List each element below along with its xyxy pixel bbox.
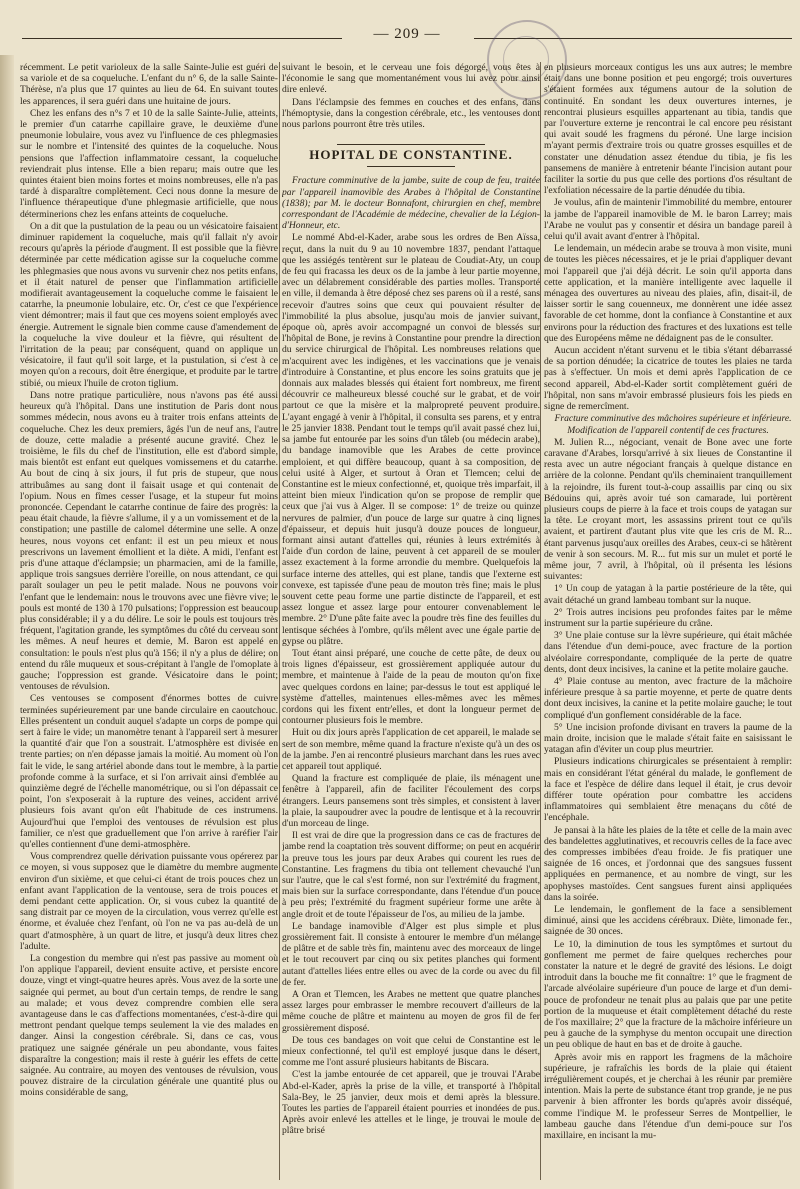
column-1-paragraph: Dans notre pratique particulière, nous n'avons pas été aussi heureux qu'à l'hôpital. Dans une institution de Paris dont nous sommes médecin, nous avons eu à traiter trois enfans atteints de coqueluche. Chez les deux premiers, âgés l'un de neuf ans, l'autre de douze, cette maladie a présenté aucune gravité. Chez le troisième, le fils du chef de l'institution, elle est d'abord simple, mais bientôt est enfant eut quelques vomissemens et du catarrhe. Au bout de cinq à six jours, il fut pris de stupeur, que nous attribuâmes au sang dont il faisait usage et qui contenait de l'opium. Nous en fîmes cesser l'usage, et la stupeur fut moins prononcée. Cependant le catarrhe continue de faire des progrès: la peau était chaude, la fièvre s'allume, il y a un vomissement et de la constipation; une pastille de calomel détermine une selle. A onze heures, nous voyons cet enfant: il est un peu mieux et nous prescrivons un lavement émollient et la diète. A midi, l'enfant est pris d'une attaque d'éclampsie; un pharmacien, ami de la famille, applique trois sangsues derrière l'oreille, on nous attendant, ce qui paraît soulager un peu le petit malade. Nous ne pouvons voir l'enfant que le lendemain: nous le trouvons avec une fièvre vive; le pouls est monté de 130 à 170 pulsations; l'oppression est beaucoup plus considérable; il y a du délire. Le soir le pouls est toujours très fréquent, l'agitation grande, les symptômes du côté du cerveau sont les mêmes. A neuf heures et demie, M. Baron est appelé en consultation: le pouls n'est plus qu'à 156; il n'y a plus de délire; on entend du râle muqueux et sous-crépitant à l'angle de l'omoplate à gauche; l'oppression est grande. Vésicatoire dans le point; ventouses de révulsion. (20, 389, 278, 693)
binding-edge (0, 55, 14, 1189)
column-1-paragraph: On a dit que la pustulation de la peau ou un vésicatoire faisaient diminuer rapidement la coqueluche, mais qu'il fallait n'y avoir recours qu'après la période d'augment. Il est possible que la fièvre déterminée par cette médication agisse sur la coqueluche comme les phlegmasies que nous avons vu survenir chez nos petits enfans, et il était naturel de penser que l'inflammation artificielle modifierait avantageusement la coqueluche comme le faisaient le catarrhe, la pneumonie lobulaire, etc. Or, c'est ce que l'expérience vient démontrer; mais il faut que ces moyens soient employés avec énergie. Autrement le signale bien comme cause d'amendement de la coqueluche la vive douleur et la fièvre, qui résultent de l'irritation de la peau; par conséquent, quand on applique un vésicatoire, il faut qu'il soit large, et la pustulation, si c'est à ce moyen qu'on a recours, doit être énergique, et produite par le tartre stibié, ou mieux l'huile de croton tiglium. (20, 220, 278, 389)
header-rule-left (22, 38, 342, 39)
section-rule-bottom (367, 166, 455, 167)
section-title: HOPITAL DE CONSTANTINE. (309, 147, 513, 163)
column-2-paragraph: De tous ces bandages on voit que celui de Constantine est le mieux confectionné, tel qu'il est employé jusque dans le désert, comme me l'ont assuré plusieurs habitants de Biscara. (282, 1034, 540, 1069)
column-2-paragraph: Quand la fracture est compliquée de plaie, ils ménagent une fenêtre à l'appareil, afin de faciliter l'écoulement des corps étrangers. Leurs pansemens sont très simples, et consistent à laver la plaie, la saupoudrer avec la poudre de lentisque et à la recouvrir d'un morceau de linge. (282, 773, 540, 829)
column-1-paragraph: récemment. Le petit varioleux de la salle Sainte-Julie est guéri de sa variole et de sa coqueluche. L'enfant du n° 6, de la salle Sainte-Thérèse, n'a plus que 17 quintes au lieu de 64. En suivant toutes les apparences, il sera guéri dans une huitaine de jours. (20, 62, 278, 107)
case-subtitle: Fracture comminutive des mâchoires supérieure et inférieure. Modification de l'appareil contentif de ces fractures. (554, 413, 792, 436)
column-2-paragraph: Huit ou dix jours après l'application de cet appareil, le malade se sert de son membre, même quand la fracture n'existe qu'à un des os de la jambe. J'en ai rencontré plusieurs marchant dans les rues avec cet appareil tout appliqué. (282, 727, 540, 772)
column-3-paragraph: 2° Trois autres incisions peu profondes faites par le même instrument sur la partie supérieure du crâne. (544, 606, 792, 629)
column-3-paragraph: Le 10, la diminution de tous les symptômes et surtout du gonflement me permet de faire quelques recherches pour constater la nature et le degré de gravité des lésions. Le doigt introduit dans la bouche me fit connaître: 1° que le fragment de l'arcade alvéolaire supérieure d'un pouce de large et d'un demi-pouce de profondeur ne tenait plus au palais que par une petite portion de la muqueuse et était complètement détaché du reste de l'os maxillaire; 2° que la fracture de la mâchoire inférieure un peu à gauche de la symphyse du menton occupait une direction un peu oblique de haut en bas et de droite à gauche. (544, 938, 792, 1051)
column-2-paragraph: Tout étant ainsi préparé, une couche de cette pâte, de deux ou trois lignes d'épaisseur, est grossièrement appliquée autour du membre, et maintenue à l'aide de la peau de mouton qu'on fixe avec quelques cordons en laine; par-dessus le tout est appliqué le système d'attelles, maintenues elles-mêmes avec les mêmes cordons qui les fixent entr'elles, et dont la longueur permet de contourner plusieurs fois le membre. (282, 647, 540, 727)
page-header (22, 20, 792, 50)
column-3-paragraph: Plusieurs indications chirurgicales se présentaient à remplir: mais en considérant l'état général du malade, le gonflement de la face et l'espèce de délire dans lequel il était, je crus devoir différer toute opération pour combattre les accidens inflammatoires qui semblaient être menaçans du côté de l'encéphale. (544, 756, 792, 824)
column-2-intro-paragraph: suivant le besoin, et le cerveau une fois dégorgé, vous êtes à l'économie le sang que momentanément vous lui avez pour ainsi dire enlevé. (282, 62, 540, 96)
column-3-paragraph: Le lendemain, un médecin arabe se trouva à mon visite, muni de toutes les pièces nécessaires, et je le priai d'appliquer devant moi l'appareil que j'ai déjà décrit. Le soin qu'il apporta dans cette application, et la manière intelligente avec laquelle il ménagea des ouvertures au niveau des plaies, afin, disait-il, de laisser sortir le sang couenneux, me donnèrent une idée assez favorable de cet homme, dont la confiance à Constantine et aux environs pour la réduction des fractures et des luxations est telle que des Européens même ne dédaignent pas de le consulter. (544, 243, 792, 344)
column-2 (282, 62, 540, 1180)
column-2-paragraph: C'est la jambe entourée de cet appareil, que je trouvai l'Arabe Abd-el-Kader, après la prise de la ville, et transporté à l'hôpital Sala-Bey, le 25 janvier, deux mois et demi après la blessure. Toutes les parties de l'appareil étaient pourries et inondées de pus. Après avoir enlevé les attelles et le linge, je trouvai le moule de plâtre brisé (282, 1069, 540, 1137)
column-1-paragraph: La congestion du membre qui n'est pas passive au moment où l'on applique l'appareil, devient ensuite active, et persiste encore douze, vingt et vingt-quatre heures après. Vous avez de la sorte une saignée qui permet, au bout d'un certain temps, de rendre le sang au malade; et vous devez comprendre combien elle sera avantageuse dans le cas d'affections momentanées, c'est-à-dire qui mettront pendant quelque temps seulement la vie des malades en danger. Ainsi la congestion cérébrale. Si, dans ce cas, vous pratiquez une saignée générale un peu abondante, vous faites disparaître la congestion; mais il reste à guérir les effets de cette saignée. Au contraire, au moyen des ventouses de révulsion, vous pouvez distraire de la circulation générale une quantité plus ou moins considérable de sang, (20, 953, 278, 1099)
column-2-paragraph: Le bandage inamovible d'Alger est plus simple et plus grossièrement fait. Il consiste à entourer le membre d'un mélange de plâtre et de sable très fin, maintenu avec des morceaux de linge et le tout recouvert par cinq ou six petites planches qui forment autant d'attelles liées entre elles ou avec de la corde ou avec du fil de fer. (282, 920, 540, 988)
column-3-paragraph: Je pansai à la hâte les plaies de la tête et celle de la main avec des bandelettes agglutinatives, et recouvris celles de la face avec des compresses imbibées d'eau froide. Je fis pratiquer une saignée de 16 onces, et j'ordonnai que des sangsues fussent appliquées en permanence, et au nombre de vingt, sur les apophyses mastoïdes. Cent sangsues furent ainsi appliquées dans la soirée. (544, 824, 792, 903)
column-1-paragraph: Ces ventouses se composent d'énormes bottes de cuivre terminées supérieurement par une bande circulaire en caoutchouc. Elles présentent un conduit auquel s'adapte un corps de pompe qui sert à faire le vide; un manomètre tenant à l'appareil sert à mesurer la quantité d'air que l'on a soustrait. L'atmosphère est divisée en trente parties; on n'en dépasse jamais la moitié. Au moment où l'on fait le vide, le sang artériel abonde dans tout le membre, à la partie profonde comme à la surface, et si l'on arrivait ainsi d'emblée au quinzième degré de l'échelle manométrique, ou si l'on dépassait ce point, l'on s'exposerait à la rupture des veines, accident arrivé plusieurs fois avant qu'on eût l'habitude de ces instrumens. Aujourd'hui que l'emploi des ventouses de révulsion est plus familier, ce n'est que graduellement que l'on arrive à raréfier l'air qu'elles contiennent d'une demi-atmosphère. (20, 693, 278, 851)
column-3-paragraph: Aucun accident n'étant survenu et le tibia s'étant débarrassé de sa portion dénudée; la cicatrice de toutes les plaies ne tarda pas à s'effectuer. Un mois et demi après l'application de ce second appareil, Abd-el-Kader sortit complètement guéri de l'hôpital, non sans m'avoir embrassé plusieurs fois les pieds en signe de remercîment. (544, 345, 792, 413)
column-3-paragraph: 5° Une incision profonde divisant en travers la paume de la main droite, incision que le malade s'était faite en saisissant le yatagan afin d'éviter un coup plus meurtrier. (544, 721, 792, 756)
column-divider-1 (279, 62, 280, 1180)
column-2-paragraph: Le nommé Abd-el-Kader, arabe sous les ordres de Ben Aïssa, reçut, dans la nuit du 9 au 10 novembre 1837, pendant l'attaque que les assiégés tentèrent sur le plateau de Coudiat-Aty, un coup de feu qui fracassa les deux os de la jambe à leur partie moyenne, avec un délabrement considérable des parties molles. Transporté en ville, il demanda à être déposé chez ses parens où il a resté, sans recevoir d'autres soins que ceux qui pouvaient résulter de l'immobilité la plus absolue, jusqu'au mois de janvier suivant, époque où, après avoir accompagné un convoi de blessés sur l'hôpital de Bone, je revins à Constantine pour prendre la direction du service chirurgical de l'hôpital. Les nombreuses relations que m'acquirent avec les indigènes, et les vaccinations que je venais d'introduire à Constantine, et plus encore les soins gratuits que je donnais aux malades blessés qui étaient fort nombreux, me firent découvrir ce malheureux blessé couché sur le grabat, et de voir partout ce que la misère et la malpropreté peuvent produire. L'ayant engagé à venir à l'hôpital, il consulta ses parens, et y entra le 25 janvier 1838. Pendant tout le temps qu'il avait passé chez lui, sa jambe fut entourée par les soins d'un tâleb (ou médecin arabe), du bandage inamovible que les Arabes de cette province emploient, et qui diffère beaucoup, quant à sa composition, de celui usité à Alger, et surtout à Oran et Tlemcen; celui de Constantine est le mieux confectionné, et, quoique très imparfait, il atteint bien mieux l'indication qu'on se propose de remplir que ceux que j'ai vus à Alger. Il se compose: 1° de treize ou quinze nervures de palmier, d'un pouce de large sur quatre à cinq lignes d'épaisseur, et depuis huit jusqu'à douze pouces de longueur, formant ainsi autant d'attelles qui, réunies à leurs extrémités à l'aide d'un cordon de laine, peuvent à cet appareil de se mouler assez exactement à la forme arrondie du membre. Quelquefois la surface interne des attelles, qui est plane, tandis que l'externe est convexe, est tapissée d'une peau de mouton très fine; mais le plus souvent cette peau forme une partie distincte de l'appareil, et est assez longue et assez large pour entourer convenablement le membre. 2° D'une pâte faite avec la poudre très fine des feuilles du lentisque séchées à l'ombre, qu'ils mêlent avec une égale partie de gypse ou plâtre. (282, 232, 540, 647)
case-title: Fracture comminutive de la jambe, suite de coup de feu, traitée par l'appareil inamovible des Arabes à l'hôpital de Constantine (1838); par M. le docteur Bonnafont, chirurgien en chef, membre correspondant de l'Académie de médecine, chevalier de la Légion-d'Honneur, etc. (282, 175, 540, 232)
column-3 (544, 62, 792, 1180)
column-3-paragraph: Le lendemain, le gonflement de la face a sensiblement diminué, ainsi que les accidens cérébraux. Diète, limonade fer., saignée de 30 onces. (544, 904, 792, 938)
section-rule-top (337, 144, 485, 145)
page-number: — 209 — (373, 26, 441, 42)
column-3-paragraph: en plusieurs morceaux contigus les uns aux autres; le membre était dans une bonne position et peu engorgé; trois ouvertures s'étaient formées aux tégumens autour de la solution de continuité. En sondant les deux ouvertures internes, je rencontrai plusieurs esquilles appartenant au tibia, tandis que par l'ouverture externe je rencontrai le cal encore peu résistant qui avait soudé les fragmens du péroné. Une large incision m'ayant permis d'extraire trois ou quatre grosses esquilles et de constater une dénudation assez étendue du tibia, je fis les pansemens de manière à entretenir béante l'incision autant pour faciliter la sortie du pus que celle des portions d'os résultant de l'exfoliation nécessaire de la partie dénudée du tibia. (544, 62, 792, 197)
column-3-paragraph: 4° Plaie contuse au menton, avec fracture de la mâchoire inférieure presque à sa partie moyenne, et perte de quatre dents dont deux incisives, la canine et la petite molaire gauche; le tout compliqué d'un gonflement considérable de la face. (544, 675, 792, 721)
column-3-paragraph: 1° Un coup de yatagan à la partie postérieure de la tête, qui avait détaché un grand lambeau tombant sur la nuque. (544, 583, 792, 606)
column-1-paragraph: Vous comprendrez quelle dérivation puissante vous opérerez par ce moyen, si vous supposez que le diamètre du membre augmente environ d'un sixième, et que celui-ci étant de trois pouces chez un enfant avant l'application de la ventouse, sera de trois pouces et demi pendant cette application. Or, si vous cubez la quantité de sang distrait par ce moyen de la circulation, vous verrez qu'elle est énorme, et évaluée chez l'enfant, où l'on ne va pas au-delà de un quart d'atmosphère, à un quart de litre, et jusqu'à deux litres chez l'adulte. (20, 851, 278, 952)
column-1-paragraph: Chez les enfans des n°s 7 et 10 de la salle Sainte-Julie, atteints, le premier d'un catarrhe capillaire grave, le deuxième d'une pneumonie lobulaire, vous avez vu l'influence de ces phlegmasies sur le nombre et l'intensité des quintes de la coqueluche. Nous pensions que l'affection inflammatoire cessant, la coqueluche reviendrait plus intense. Elle a bien reparu; mais outre que les quintes étaient bien moins fortes et moins nombreuses, elle n'a pas tardé à disparaître complètement. Ceci nous donne la mesure de l'influence thérapeutique d'une phlegmasie artificielle, que nous déterminerions chez les enfans atteints de coqueluche. (20, 107, 278, 220)
column-2-paragraph: A Oran et Tlemcen, les Arabes ne mettent que quatre planches assez larges pour embrasser le membre recouvert d'ailleurs de la même couche de plâtre et maintenu au moyen de gros fil de fer grossièrement disposé. (282, 989, 540, 1034)
column-divider-2 (540, 62, 541, 1180)
column-1 (20, 62, 278, 1180)
column-3-paragraph: Après avoir mis en rapport les fragmens de la mâchoire supérieure, je rafraîchis les bords de la plaie qui étaient irrégulièrement coupés, et je cherchai à les réunir par première intention. Mais la perte de substance étant trop grande, je ne pus parvenir à bien affronter les bords qu'après avoir disséqué, comme l'indique M. le professeur Serres de Montpellier, le lambeau gauche dans l'étendue d'un demi-pouce sur l'os maxillaire, en incisant la mu- (544, 1051, 792, 1142)
column-3-paragraph: Je voulus, afin de maintenir l'immobilité du membre, entourer la jambe de l'appareil inamovible de M. le baron Larrey; mais l'Arabe ne voulut pas y consentir et désira un bandage pareil à celui qu'il avait avant d'entrer à l'hôpital. (544, 197, 792, 243)
column-2-paragraph: Il est vrai de dire que la progression dans ce cas de fractures de jambe rend la coaptation très souvent difforme; on peut en acquérir la preuve tous les jours par deux Arabes qui courent les rues de Constantine. Les fragmens du tibia ont tellement chevauché l'un sur l'autre, que le cal s'est formé, non sur l'extrémité du fragment, mais bien sur la surface correspondante, dans l'étendue d'un pouce à peu près; l'extrémité du fragment supérieur forme une arête à angle droit et de toute l'épaisseur de l'os, au milieu de la jambe. (282, 830, 540, 920)
column-2-intro-paragraph: Dans l'éclampsie des femmes en couches et des enfans, dans l'hémoptysie, dans la congestion cérébrale, etc., les ventouses dont nous parlons pourront être très utiles. (282, 96, 540, 131)
column-3-paragraph: 3° Une plaie contuse sur la lèvre supérieure, qui était mâchée dans l'étendue d'un demi-pouce, avec fracture de la portion alvéolaire correspondante, compliquée de la perte de quatre dents, dont deux incisives, la canine et la petite molaire gauche. (544, 630, 792, 675)
column-3-paragraph: M. Julien R..., négociant, venait de Bone avec une forte caravane d'Arabes, lorsqu'arrivé à six lieues de Constantine il resta avec un autre négociant français à quelque distance en arrière de la colonne. Pendant qu'ils cheminaient tranquillement à la rejoindre, ils furent tout-à-coup assaillis par cinq ou six Bédouins qui, après avoir tué son camarade, lui portèrent plusieurs coups de pierre à la face et trois coups de yatagan sur la tête. Le croyant mort, les assassins prirent tout ce qu'ils avaient, et partirent d'autant plus vite que les cris de M. R... étant parvenus jusqu'aux oreilles des Arabes, ceux-ci se hâtèrent de venir à son secours. M. R... fut mis sur un mulet et porté le même jour, 7 avril, à l'hôpital, où il présenta les lésions suivantes: (544, 436, 792, 583)
